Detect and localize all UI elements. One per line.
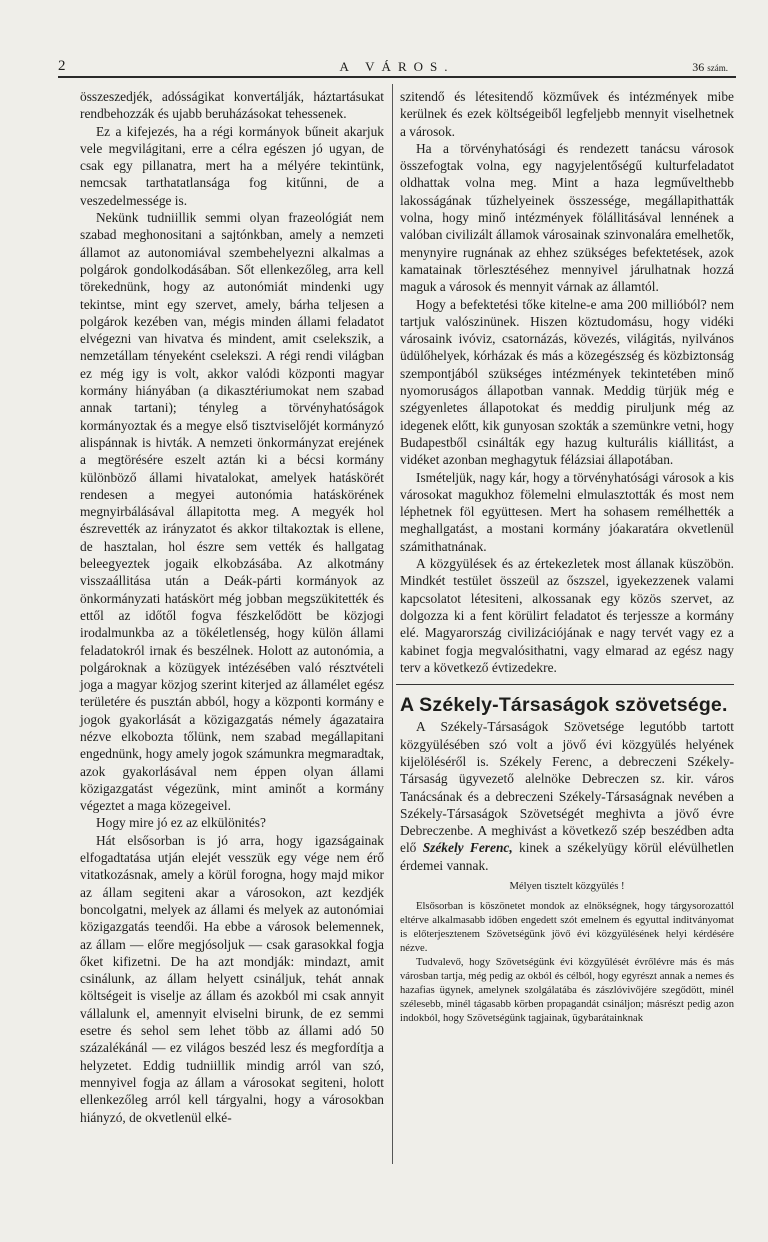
right-column (400, 88, 734, 1026)
article-title: A Székely-Társaságok szövetsége. (400, 694, 728, 717)
issue-info (692, 60, 728, 75)
issue-number: 36 (692, 60, 705, 74)
column-divider (392, 84, 393, 1164)
paragraph: Hogy a befektetési tőke kitelne-e ama 200 millióból? nem tartjuk valószinünek. Hiszen köztudomásu, hogy vidéki városaink ivóviz, csatornázás, kövezés, világitás, nyilvános üdülőhelyek, kórházak és más a közegészség és közbiztonság szempontjából szükséges intézmények tekintetében minő nyomoruságos állapotban vannak. Meddig türjük még e szégyenletes állapotokat és meddig piruljunk még az idegenek előtt, kik gunyosan szokták a szemünkre vetni, hogy Budapestből csinálták egy hazug kulturális kiállitást, a vidéket azonban meghagytuk félázsiai állapotában. (400, 296, 734, 468)
issue-suffix: szám. (707, 63, 728, 73)
speaker-name: Székely Ferenc, (422, 840, 513, 856)
page-header (58, 58, 736, 78)
publication-title: A VÁROS. (339, 59, 455, 74)
section-separator (396, 684, 734, 685)
speech-salutation: Mélyen tisztelt közgyülés ! (509, 881, 625, 893)
header-rule (58, 76, 736, 78)
intro-text: A Székely-Társaságok Szövetsége legutóbb tartott közgyülésében szó volt a jövő évi közgyülés helyének kijelöléséről is. Székely Ferenc, a debreczeni Székely-Társaság ügyvezető alelnöke Debreczen sz. kir. város Tanácsának és a debreczeni Székely-Társaságnak nevében a Székely-Társaságok Szövetségét meghivta a jövő évre Debreczenbe. A meghivást a következő szép beszédben adta elő (400, 719, 734, 856)
paragraph: szitendő és létesitendő közművek és intézmények mibe kerülnek és ezek költségeiből legfeljebb mennyit viselhetnek a városok. (400, 89, 734, 139)
paragraph: Nekünk tudniillik semmi olyan frazeológiát nem szabad meghonositani a sajtónkban, amely a nemzeti államot az autonomiával szembehelyezni alkalmas a polgárok gondolkodásában. Sőt ellenkezőleg, arra kell törekednünk, hogy az autonómiát mindenki ugy tekintse, mint egy szervet, amely, bárha teljesen a polgárok kezében van, mégis minden állami feladatot elvégezni van hivatva és mindent, amit cselekszik, a nemzetállam tényeként cselekszi. A régi rendi világban ez még igy is volt, akkor valódi központi magyar kormány hiányában (a dikasztériumokat nem szabad annak tartani); tényleg a törvényhatóságok kormányoztak és a megye első tisztviselőjét kormányzó alispánnak is hivták. A nemzeti önkormányzat erejének a megtörésére eszelt aztán ki a bécsi kormány különböző állami hivatalokat, amelyek hatáskörét rendesen a megyei autonómia hatáskörének megnyirbálásával állapitotta meg. A megyék hol észrevették az irányzatot és akkor tiltakoztak is ellene, de hasztalan, hol észre sem vették és hallgatag beleegyeztek jogaik elkobzásába. Az alkotmány visszaállitása után a Deák-párti kormányok az önkormányzati hatáskört még jobban megszükitették és ettől az időtől fogva fészkelődött be közjogi irodalmunkba az a tökéletlenség, hogy külön állami feladatokról irnak és beszélnek. Holott az autonómia, a polgároknak a közügyek intézésében való résztvételi joga a magyar közjog szerint kiterjed az államélet egész területére és pusztán abból, hogy a központi kormány e jogok gyakorlását a közigazgatás némely ágazataira nézve elkobozta tőlünk, nem szabad megállapitani engednünk, hogy amely jogok számunkra megmaradtak, azok gyakorlásával nem éppen olyan állami közigazgatást végezünk, mint aminőt a kormány végeztet a maga közegeivel. (80, 210, 384, 814)
left-column (80, 88, 384, 1126)
paragraph: Ez a kifejezés, ha a régi kormányok bűneit akarjuk vele megvilágitani, erre a célra egészen jó ugyan, de csak egy pillanatra, mert ha a mélyére tekintünk, nemcsak tarthatatlansága fog kitűnni, de a veszedelmessége is. (80, 123, 384, 208)
paragraph: Ismételjük, nagy kár, hogy a törvényhatósági városok a kis városokat magukhoz fölemelni elmulasztották és most nem léphetnek föl együttesen. Mert ha sohasem remélhették a meghallgatást, a mostani kormány jóakaratára okvetlenül számithatnának. (400, 469, 734, 554)
paragraph: összeszedjék, adósságikat konvertálják, háztartásukat rendbehozzák és ujabb beruházásokat tehessenek. (80, 89, 384, 122)
speech-paragraph: Elsősorban is köszönetet mondok az elnökségnek, hogy tárgysorozattól eltérve alkalmasabb időben engedett szót emelnem és egyuttal inditványomat is előterjesztenem Szövetségünk jövő évi közgyülésének helyi kérdésére nézve. (400, 901, 734, 955)
paragraph: Hát elsősorban is jó arra, hogy igazságainak elfogadtatása utján elejét vesszük egy vége nem érő vitatkozásnak, amely a körül forogna, hogy majd mikor az állam segiteni akar a városokon, azt kezdjék boncolgatni, melyek az állami és melyek az autonómiai közigazgatás teendői. Ha ebbe a városok belemennek, az állam — előre megjósoljuk — csak garasokkal fogja őket kifizetni. De ha azt mondják: mindazt, amit csinálunk, az állam helyett csináljuk, tehát annak költségeit is viselje az állam és azokból mi csak annyit vállalunk el, amennyit elviselni birunk, de ez semmi esetre és sehol sem lehet több az állami adó 50 százalékánál — ez világos beszéd lesz és megfordítja a helyzetet. Eddig tudniillik mindig arról van szó, mennyivel fogja az állam a városokat segiteni, holott ellenkezőleg arról kell tárgyalni, hogy a városokban hiányzó, de okvetlenül elké- (80, 832, 384, 1125)
intro-text-end: kinek a székelyügy körül elévülhetlen érdemei vannak. (400, 840, 735, 873)
article-intro (400, 718, 734, 874)
paragraph: Hogy mire jó ez az elkülönités? (96, 815, 266, 831)
speech-paragraph: Tudvalevő, hogy Szövetségünk évi közgyülését évrőlévre más és más városban tartja, még pedig az okból és célból, hogy egyrészt annak a nemes és hazafias ügynek, amelynek szolgálatába és zászlóvivőjére szegődött, minél szélesebb, minél tágasabb körben propagandát csináljon; másrészt pedig azon indokból, hogy Szövetségünk tagjainak, ügybarátainknak (400, 957, 734, 1025)
paragraph: A közgyülések és az értekezletek most állanak küszöbön. Mindkét testület összeül az őszszel, igyekezzenek valami kapcsolatot létesiteni, alkossanak egy közös szervet, az dolgozza ki a fent körülirt feladatot és terjessze a kormány elé. Magyarország civilizációjának e nagy tervét vagy ez a kabinet fogja megvalósithatni, vagy elmarad az egész nagy terv a következő évtizedekre. (400, 556, 734, 675)
speech-block (400, 880, 734, 1026)
paragraph: Ha a törvényhatósági és rendezett tanácsu városok összefogtak volna, egy nagyjelentőségű kulturfeladatot oldhattak volna meg. Mint a haza legművelthebb lakosságának tűzhelyeinek összessége, megállapithatták volna, hogy minő intézmények fölállitásával lennének a valóban civilizált államok városainak szinvonalára emelhetők, menynyire rugnának az ehhez szükséges befektetések, azok kamatainak törlesztéséhez mennyivel járulhatnak hozzá maguk a városok és mennyit várnak az államtól. (400, 140, 734, 295)
page-number: 2 (58, 58, 66, 74)
